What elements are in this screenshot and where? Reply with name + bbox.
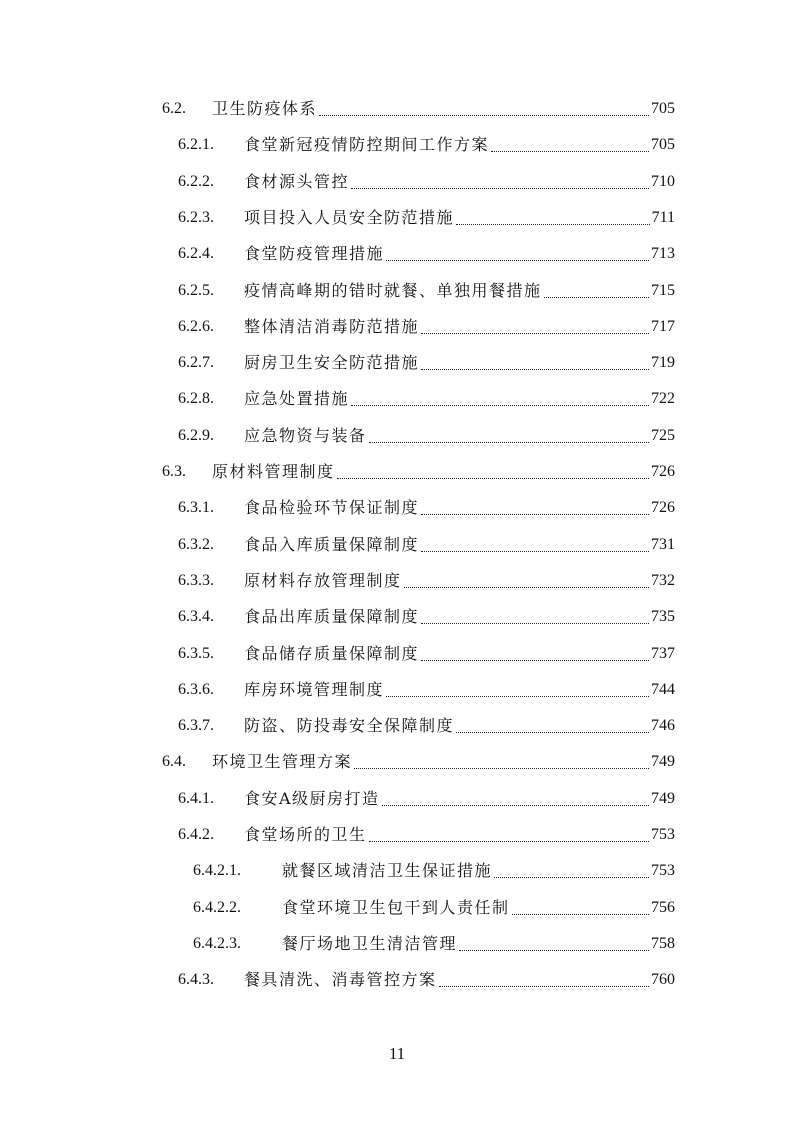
toc-entry-page: 710 bbox=[651, 173, 675, 190]
toc-entry-number: 6.2.6. bbox=[178, 318, 214, 335]
toc-entry-title: 库房环境管理制度 bbox=[244, 680, 385, 699]
toc-entry[interactable] bbox=[178, 822, 675, 848]
toc-entry-page: 735 bbox=[651, 608, 675, 625]
toc-entry-number: 6.3.2. bbox=[178, 536, 214, 553]
toc-entry[interactable] bbox=[193, 895, 675, 921]
toc-entry[interactable] bbox=[178, 495, 675, 521]
toc-entry-title: 食堂新冠疫情防控期间工作方案 bbox=[244, 135, 490, 154]
toc-entry[interactable] bbox=[178, 423, 675, 449]
toc-entry-page: 717 bbox=[651, 318, 675, 335]
toc-entry-page: 746 bbox=[651, 717, 675, 734]
toc-entry-page: 753 bbox=[651, 826, 675, 843]
toc-entry-title: 整体清洁消毒防范措施 bbox=[244, 317, 420, 336]
toc-entry-page: 753 bbox=[651, 862, 675, 879]
toc-entry-title: 原材料管理制度 bbox=[212, 462, 335, 481]
dot-leader bbox=[544, 297, 649, 298]
toc-entry[interactable] bbox=[162, 749, 675, 775]
toc-entry-number: 6.4.1. bbox=[178, 790, 214, 807]
dot-leader bbox=[382, 805, 649, 806]
toc-entry-number: 6.2.5. bbox=[178, 282, 214, 299]
toc-entry[interactable] bbox=[178, 604, 675, 630]
toc-entry[interactable] bbox=[178, 350, 675, 376]
toc-entry-page: 725 bbox=[651, 427, 675, 444]
toc-entry-number: 6.2.3. bbox=[178, 209, 214, 226]
toc-entry[interactable] bbox=[162, 96, 675, 122]
toc-entry-title: 疫情高峰期的错时就餐、单独用餐措施 bbox=[244, 281, 542, 300]
toc-entry-title: 食堂场所的卫生 bbox=[244, 825, 367, 844]
toc-entry-page: 744 bbox=[651, 681, 675, 698]
toc-entry-page: 749 bbox=[651, 790, 675, 807]
toc-entry-page: 731 bbox=[651, 536, 675, 553]
toc-entry[interactable] bbox=[178, 278, 675, 304]
dot-leader bbox=[421, 660, 649, 661]
toc-entry-number: 6.2.8. bbox=[178, 390, 214, 407]
toc-entry-title: 食品入库质量保障制度 bbox=[244, 535, 420, 554]
toc-entry[interactable] bbox=[178, 786, 675, 812]
dot-leader bbox=[386, 260, 649, 261]
dot-leader bbox=[354, 768, 649, 769]
toc-entry[interactable] bbox=[178, 967, 675, 993]
toc-entry[interactable] bbox=[178, 241, 675, 267]
toc-entry-page: 713 bbox=[651, 245, 675, 262]
toc-entry-page: 760 bbox=[651, 971, 675, 988]
toc-entry-number: 6.4. bbox=[162, 753, 186, 770]
toc-entry-title: 餐厅场地卫生清洁管理 bbox=[282, 934, 458, 953]
toc-entry-number: 6.3. bbox=[162, 463, 186, 480]
dot-leader bbox=[421, 369, 649, 370]
toc-entry-number: 6.2. bbox=[162, 100, 186, 117]
toc-entry-page: 758 bbox=[651, 935, 675, 952]
toc-entry-title: 卫生防疫体系 bbox=[212, 99, 318, 118]
toc-entry-page: 737 bbox=[651, 645, 675, 662]
toc-entry[interactable] bbox=[178, 568, 675, 594]
toc-entry-title: 厨房卫生安全防范措施 bbox=[244, 353, 420, 372]
dot-leader bbox=[369, 442, 649, 443]
toc-entry-page: 732 bbox=[651, 572, 675, 589]
toc-entry-title: 食品储存质量保障制度 bbox=[244, 644, 420, 663]
dot-leader bbox=[369, 841, 649, 842]
toc-entry-title: 食材源头管控 bbox=[244, 172, 350, 191]
dot-leader bbox=[351, 188, 649, 189]
toc-entry[interactable] bbox=[178, 677, 675, 703]
toc-entry-page: 711 bbox=[651, 209, 675, 226]
toc-entry-title: 食堂防疫管理措施 bbox=[244, 244, 385, 263]
toc-entry-number: 6.3.4. bbox=[178, 608, 214, 625]
dot-leader bbox=[337, 478, 649, 479]
toc-entry-title: 就餐区域清洁卫生保证措施 bbox=[282, 861, 493, 880]
toc-entry-title: 应急处置措施 bbox=[244, 389, 350, 408]
dot-leader bbox=[456, 732, 649, 733]
toc-entry-title: 食品出库质量保障制度 bbox=[244, 607, 420, 626]
toc-entry-title: 餐具清洗、消毒管控方案 bbox=[244, 970, 437, 989]
toc-entry-page: 722 bbox=[651, 390, 675, 407]
toc-entry[interactable] bbox=[178, 205, 675, 231]
toc-entry[interactable] bbox=[193, 858, 675, 884]
toc-entry-page: 726 bbox=[651, 463, 675, 480]
dot-leader bbox=[456, 224, 650, 225]
toc-entry-number: 6.4.2. bbox=[178, 826, 214, 843]
toc-entry-number: 6.4.3. bbox=[178, 971, 214, 988]
dot-leader bbox=[319, 115, 649, 116]
toc-entry[interactable] bbox=[178, 314, 675, 340]
toc-entry-title: 项目投入人员安全防范措施 bbox=[244, 208, 455, 227]
toc-entry-number: 6.4.2.3. bbox=[193, 935, 241, 952]
toc-entry-page: 726 bbox=[651, 499, 675, 516]
toc-entry-page: 749 bbox=[651, 753, 675, 770]
toc-entry[interactable] bbox=[178, 169, 675, 195]
toc-entry-page: 719 bbox=[651, 354, 675, 371]
toc-entry-number: 6.4.2.2. bbox=[193, 899, 241, 916]
toc-entry-number: 6.3.6. bbox=[178, 681, 214, 698]
dot-leader bbox=[491, 151, 649, 152]
toc-entry-page: 705 bbox=[651, 100, 675, 117]
toc-entry-title: 食品检验环节保证制度 bbox=[244, 498, 420, 517]
toc-entry[interactable] bbox=[162, 459, 675, 485]
toc-entry-number: 6.2.7. bbox=[178, 354, 214, 371]
toc-entry-number: 6.3.3. bbox=[178, 572, 214, 589]
toc-entry[interactable] bbox=[178, 532, 675, 558]
toc-entry[interactable] bbox=[178, 386, 675, 412]
toc-entry[interactable] bbox=[193, 931, 675, 957]
toc-entry[interactable] bbox=[178, 713, 675, 739]
toc-entry-number: 6.2.1. bbox=[178, 136, 214, 153]
dot-leader bbox=[421, 623, 649, 624]
dot-leader bbox=[421, 514, 649, 515]
dot-leader bbox=[459, 950, 649, 951]
toc-entry-page: 715 bbox=[651, 282, 675, 299]
toc-entry[interactable] bbox=[178, 641, 675, 667]
toc-entry-number: 6.4.2.1. bbox=[193, 862, 241, 879]
page-number: 11 bbox=[388, 1044, 406, 1063]
toc-entry-number: 6.3.7. bbox=[178, 717, 214, 734]
dot-leader bbox=[351, 405, 649, 406]
toc-entry-title: 原材料存放管理制度 bbox=[244, 571, 402, 590]
dot-leader bbox=[512, 914, 649, 915]
toc-entry-number: 6.3.1. bbox=[178, 499, 214, 516]
toc-entry-page: 756 bbox=[651, 899, 675, 916]
dot-leader bbox=[421, 333, 649, 334]
toc-entry[interactable] bbox=[178, 132, 675, 158]
dot-leader bbox=[439, 986, 649, 987]
toc-entry-number: 6.2.9. bbox=[178, 427, 214, 444]
toc-entry-title: 食堂环境卫生包干到人责任制 bbox=[282, 898, 510, 917]
dot-leader bbox=[404, 587, 649, 588]
toc-entry-title: 防盗、防投毒安全保障制度 bbox=[244, 716, 455, 735]
toc-entry-number: 6.2.4. bbox=[178, 245, 214, 262]
toc-entry-number: 6.3.5. bbox=[178, 645, 214, 662]
dot-leader bbox=[421, 551, 649, 552]
toc-entry-title: 应急物资与装备 bbox=[244, 426, 367, 445]
toc-entry-page: 705 bbox=[651, 136, 675, 153]
toc-entry-title: 食安A级厨房打造 bbox=[244, 789, 380, 808]
dot-leader bbox=[494, 877, 649, 878]
toc-entry-number: 6.2.2. bbox=[178, 173, 214, 190]
dot-leader bbox=[386, 696, 649, 697]
toc-entry-title: 环境卫生管理方案 bbox=[212, 752, 353, 771]
